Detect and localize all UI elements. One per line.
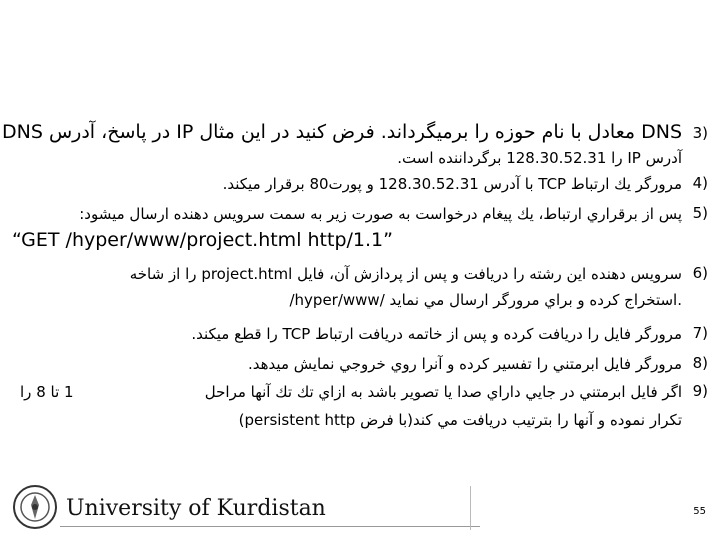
university-name: University of Kurdistan <box>66 496 326 521</box>
item-number: 6) <box>692 264 708 282</box>
list-item-text-cont: تكرار نموده و آنها را بترتيب دريافت مي كند(با فرض persistent http) <box>238 411 682 429</box>
item-number: 7) <box>692 324 708 342</box>
list-item-text: مرورگر فايل ابرمتني را تفسير كرده و آنرا روي خروجي نمايش ميدهد. <box>248 355 682 373</box>
footer-box <box>470 486 713 530</box>
list-item-text-cont: آدرس IP را 128.30.52.31 برگرداننده است. <box>397 149 682 167</box>
list-item-text-cont: /hyper/www/ استخراج كرده و براي مرورگر ارسال مي نمايد. <box>289 291 682 309</box>
item-number: 5) <box>692 204 708 222</box>
item-number: 9) <box>692 382 708 400</box>
list-item-text: مرورگر فايل را دريافت كرده و پس از خاتمه دريافت ارتباط TCP را قطع ميكند. <box>191 325 682 343</box>
list-item-steps: 1 تا 8 را <box>20 383 74 401</box>
list-item-text: مرورگر يك ارتباط TCP با آدرس 128.30.52.31 و پورت80 برقرار ميكند. <box>222 175 682 193</box>
list-item-text: پس از برقراري ارتباط، يك پيغام درخواست به صورت زير به سمت سرويس دهنده ارسال ميشود: <box>79 205 682 223</box>
item-number: 8) <box>692 354 708 372</box>
list-item-text: سرويس دهنده اين رشته را دريافت و پس از پردازش آن، فايل project.html را از شاخه <box>129 265 682 283</box>
page-number: 55 <box>693 506 706 517</box>
http-request-line: “GET /hyper/www/project.html http/1.1” <box>12 229 393 251</box>
university-seal-icon <box>12 484 58 530</box>
item-number: 3) <box>692 124 708 142</box>
item-number: 4) <box>692 174 708 192</box>
list-item-text: اگر فايل ابرمتني در جايي داراي صدا يا تصوير باشد به ازاي تك تك آنها مراحل <box>204 383 682 401</box>
list-item-text: DNS در پاسخ، آدرس IP معادل با نام حوزه را برميگرداند. فرض كنيد در اين مثال DNS <box>2 121 683 143</box>
footer-divider <box>60 526 480 527</box>
